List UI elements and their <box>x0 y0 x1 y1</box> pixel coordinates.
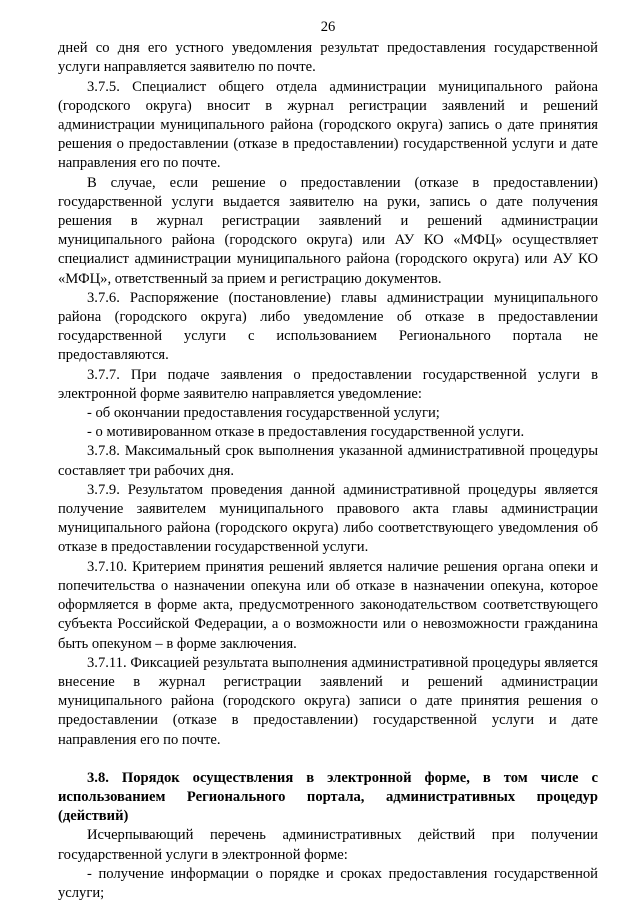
paragraph: 3.7.7. При подаче заявления о предоставлении государственной услуги в электронной форме заявителю направляется уведомление: <box>58 366 598 402</box>
page-number: 26 <box>320 19 336 35</box>
paragraph: 3.7.8. Максимальный срок выполнения указанной административной процедуры составляет три рабочих дня. <box>58 443 598 479</box>
paragraph: Исчерпывающий перечень административных действий при получении государственной услуги в электронной форме: <box>58 827 598 863</box>
paragraph: 3.7.5. Специалист общего отдела администрации муниципального района (городского округа) вносит в журнал регистрации заявлений и решений администрации муниципального района (городского округа) запись о дате принятия решения о предоставлении (отказе в предоставлении) государственной услуги и дате направления его по почте. <box>58 78 598 172</box>
section-heading: 3.8. Порядок осуществления в электронной форме, в том числе с использованием Регионального портала, административных процедур (действий) <box>58 769 598 825</box>
paragraph: 3.7.10. Критерием принятия решений является наличие решения органа опеки и попечительства о назначении опекуна или об отказе в назначении опекуна, которое оформляется в форме акта, предусмотренного законодательством соответствующего субъекта Российской Федерации, а о возможности или о невозможности гражданина быть опекуном – в форме заключения. <box>58 558 598 652</box>
list-item: - об окончании предоставления государственной услуги; <box>87 405 440 422</box>
paragraph: 3.7.9. Результатом проведения данной административной процедуры является получение заявителем муниципального правового акта главы администрации муниципального района (городского округа) либо соответствующего уведомления об отказе в предоставлении государственной услуги. <box>58 481 598 556</box>
paragraph: 3.7.11. Фиксацией результата выполнения административной процедуры является внесение в журнал регистрации заявлений и решений администрации муниципального района (городского округа) записи о дате принятия решения о предоставлении (отказе в предоставлении) государственной услуги и дате направления его по почте. <box>58 654 598 748</box>
paragraph: 3.7.6. Распоряжение (постановление) главы администрации муниципального района (городского округа) либо уведомление об отказе в предоставлении государственной услуги с использованием Регионального портала не предоставляются. <box>58 289 598 364</box>
section-spacer <box>58 750 598 769</box>
paragraph: В случае, если решение о предоставлении (отказе в предоставлении) государственной услуги выдается заявителю на руки, запись о дате получения решения в журнал регистрации заявлений и решений администрации муниципального района (городского округа) или АУ КО «МФЦ» осуществляет специалист администрации муниципального района (городского округа) или АУ КО «МФЦ», ответственный за прием и регистрацию документов. <box>58 174 598 287</box>
list-item: - получение информации о порядке и сроках предоставления государственной услуги; <box>58 865 598 901</box>
paragraph: дней со дня его устного уведомления результат предоставления государственной услуги направляется заявителю по почте. <box>58 40 598 76</box>
list-item: - о мотивированном отказе в предоставления государственной услуги. <box>87 424 525 441</box>
